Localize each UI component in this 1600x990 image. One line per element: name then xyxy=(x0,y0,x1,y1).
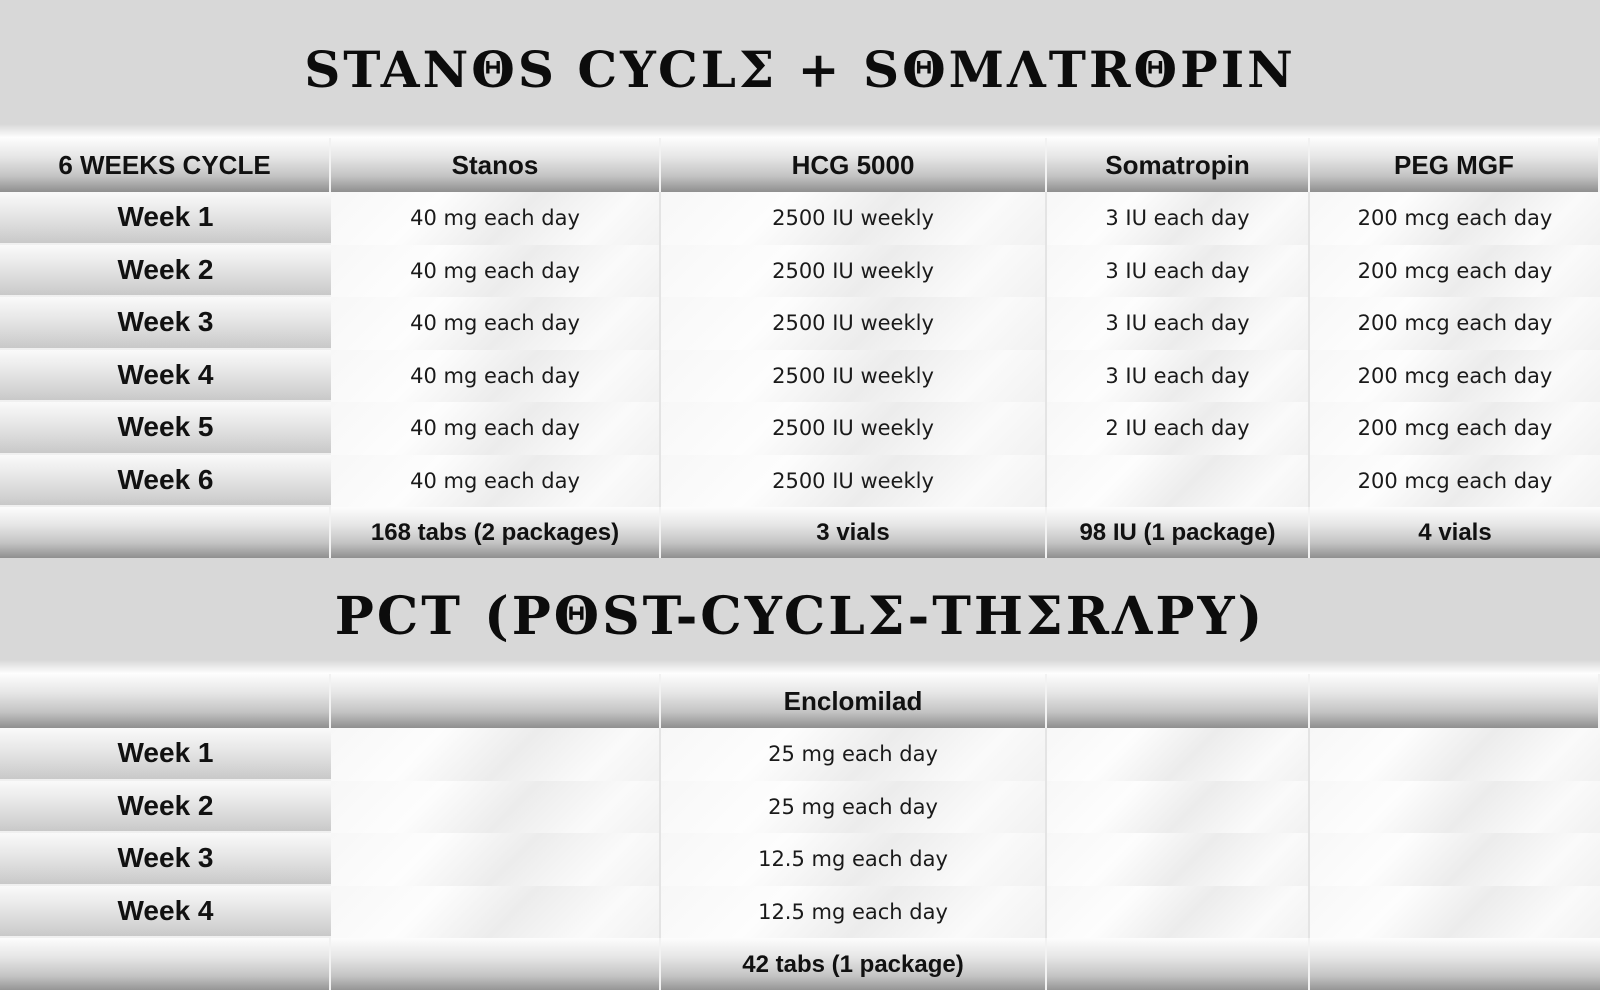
header-cell xyxy=(1310,674,1600,728)
total-cell-somatropin: 98 IU (1 package) xyxy=(1047,507,1310,558)
table-cell: 40 mg each day xyxy=(331,245,661,298)
pct-title: PCT (PΘST-CYCLΣ-THΣRΛPY) xyxy=(334,585,1266,647)
table-cell xyxy=(1047,886,1310,939)
table-cell: 2500 IU weekly xyxy=(661,350,1047,403)
total-cell xyxy=(1047,938,1310,990)
table-cell xyxy=(331,886,661,939)
week-label: Week 1 xyxy=(0,728,331,781)
week-label: Week 3 xyxy=(0,833,331,886)
header-cell-stanos: Stanos xyxy=(331,138,661,192)
table-cell: 3 IU each day xyxy=(1047,192,1310,245)
header-cell xyxy=(1047,674,1310,728)
table-cell: 12.5 mg each day xyxy=(661,886,1047,939)
table-cell: 40 mg each day xyxy=(331,402,661,455)
week-label: Week 4 xyxy=(0,350,331,403)
table-cell: 2500 IU weekly xyxy=(661,192,1047,245)
table-cell: 2500 IU weekly xyxy=(661,297,1047,350)
week-label: Week 2 xyxy=(0,245,331,298)
cycle-title: STANΘS CYCLΣ + SΘMΛTRΘPIN xyxy=(304,39,1296,99)
total-cell-stanos: 168 tabs (2 packages) xyxy=(331,507,661,558)
table-cell: 12.5 mg each day xyxy=(661,833,1047,886)
header-cell-somatropin: Somatropin xyxy=(1047,138,1310,192)
cycle-title-banner xyxy=(0,0,1600,138)
table-cell xyxy=(1310,728,1600,781)
table-cell: 3 IU each day xyxy=(1047,245,1310,298)
table-cell xyxy=(1310,833,1600,886)
table-cell: 200 mcg each day xyxy=(1310,350,1600,403)
table-cell xyxy=(331,728,661,781)
cycle-table xyxy=(0,138,1600,558)
table-cell: 25 mg each day xyxy=(661,728,1047,781)
table-cell xyxy=(1047,728,1310,781)
table-cell: 40 mg each day xyxy=(331,297,661,350)
week-label: Week 2 xyxy=(0,781,331,834)
header-cell-cycle: 6 WEEKS CYCLE xyxy=(0,138,331,192)
total-cell-hcg: 3 vials xyxy=(661,507,1047,558)
table-cell: 200 mcg each day xyxy=(1310,455,1600,508)
total-cell xyxy=(1310,938,1600,990)
table-cell xyxy=(1310,781,1600,834)
week-label: Week 4 xyxy=(0,886,331,939)
table-cell xyxy=(331,781,661,834)
divider xyxy=(0,660,1600,674)
week-label: Week 6 xyxy=(0,455,331,508)
total-cell-peg-mgf: 4 vials xyxy=(1310,507,1600,558)
table-cell: 3 IU each day xyxy=(1047,297,1310,350)
table-cell xyxy=(331,833,661,886)
divider xyxy=(0,124,1600,138)
header-cell-hcg: HCG 5000 xyxy=(661,138,1047,192)
total-cell xyxy=(0,938,331,990)
table-cell: 200 mcg each day xyxy=(1310,245,1600,298)
table-cell: 40 mg each day xyxy=(331,192,661,245)
table-cell xyxy=(1047,455,1310,508)
total-cell xyxy=(0,507,331,558)
table-cell: 200 mcg each day xyxy=(1310,402,1600,455)
pct-title-banner xyxy=(0,558,1600,674)
week-label: Week 1 xyxy=(0,192,331,245)
table-cell xyxy=(1047,833,1310,886)
header-cell xyxy=(0,674,331,728)
header-cell-peg-mgf: PEG MGF xyxy=(1310,138,1600,192)
table-cell: 200 mcg each day xyxy=(1310,192,1600,245)
total-cell xyxy=(331,938,661,990)
total-cell-enclomilad: 42 tabs (1 package) xyxy=(661,938,1047,990)
table-cell: 2 IU each day xyxy=(1047,402,1310,455)
week-label: Week 3 xyxy=(0,297,331,350)
table-cell: 2500 IU weekly xyxy=(661,402,1047,455)
table-cell: 40 mg each day xyxy=(331,455,661,508)
table-cell xyxy=(1310,886,1600,939)
table-cell: 3 IU each day xyxy=(1047,350,1310,403)
header-cell-enclomilad: Enclomilad xyxy=(661,674,1047,728)
table-cell: 2500 IU weekly xyxy=(661,245,1047,298)
week-label: Week 5 xyxy=(0,402,331,455)
table-cell xyxy=(1047,781,1310,834)
header-cell xyxy=(331,674,661,728)
table-cell: 40 mg each day xyxy=(331,350,661,403)
pct-table xyxy=(0,674,1600,990)
table-cell: 2500 IU weekly xyxy=(661,455,1047,508)
table-cell: 25 mg each day xyxy=(661,781,1047,834)
table-cell: 200 mcg each day xyxy=(1310,297,1600,350)
